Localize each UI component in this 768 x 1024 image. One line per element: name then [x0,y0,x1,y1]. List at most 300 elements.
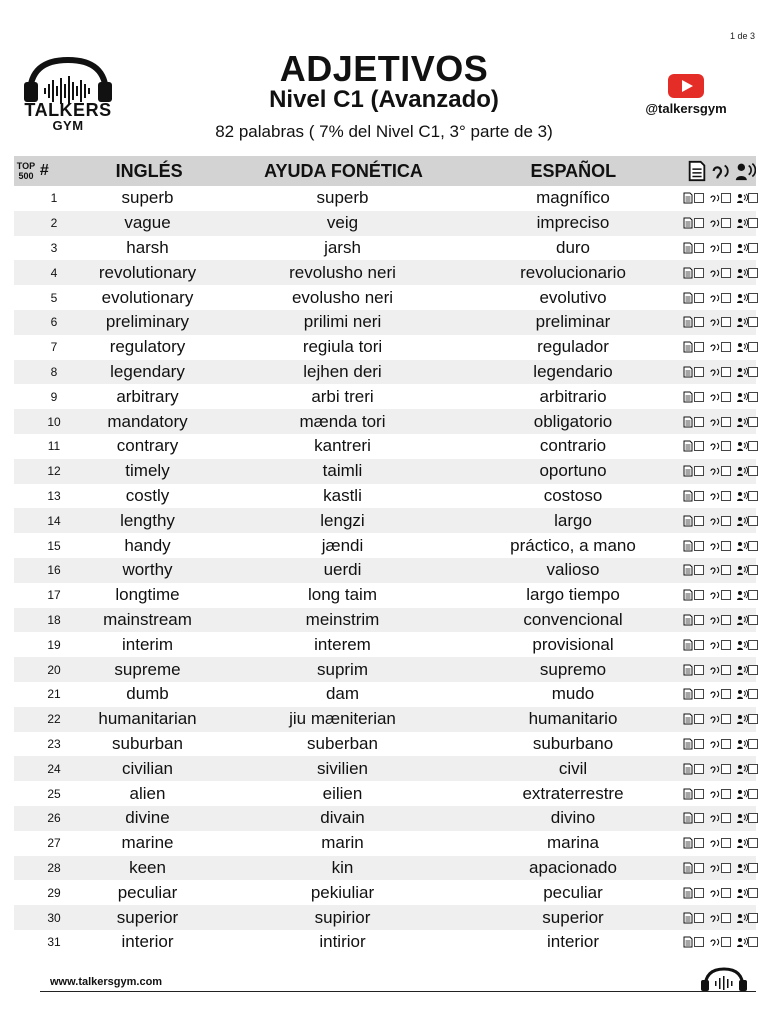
row-number: 10 [47,414,61,429]
row-number: 26 [47,811,61,826]
speaker-person-checkbox[interactable] [748,293,758,303]
footer-url[interactable]: www.talkersgym.com [50,976,163,988]
speaker-person-icon [736,887,748,899]
ear-checkbox[interactable] [721,863,731,873]
document-checkbox[interactable] [694,838,704,848]
document-icon [682,912,694,924]
english-word: supreme [114,659,181,679]
speaker-person-checkbox[interactable] [748,466,758,476]
spanish-word: provisional [532,634,614,654]
document-checkbox[interactable] [694,491,704,501]
table-row [14,806,756,831]
ear-checkbox[interactable] [721,516,731,526]
practice-checkboxes [686,564,756,576]
ear-checkbox[interactable] [721,937,731,947]
ear-practice [709,887,734,899]
table-row [14,781,756,806]
practice-checkboxes [686,366,756,378]
speaker-person-practice [736,440,761,452]
ear-practice [709,242,734,254]
speaker-person-icon [736,738,748,750]
practice-checkboxes [686,490,756,502]
practice-checkboxes [686,391,756,403]
speaker-person-checkbox[interactable] [748,937,758,947]
practice-checkboxes [686,341,756,353]
document-icon [686,160,708,182]
ear-checkbox[interactable] [721,466,731,476]
practice-checkboxes [686,738,756,750]
document-practice [682,614,707,626]
document-practice [682,515,707,527]
document-checkbox[interactable] [694,516,704,526]
phonetic-help: kin [331,857,354,877]
speaker-person-checkbox[interactable] [748,565,758,575]
document-practice [682,639,707,651]
ear-icon [709,713,721,725]
document-checkbox[interactable] [694,764,704,774]
english-word: mainstream [103,609,192,629]
document-checkbox[interactable] [694,342,704,352]
document-checkbox[interactable] [694,441,704,451]
spanish-word: magnífico [536,188,610,208]
practice-checkboxes [686,540,756,552]
ear-icon [709,490,721,502]
table-row [14,384,756,409]
speaker-person-practice [736,887,761,899]
speaker-person-checkbox[interactable] [748,392,758,402]
document-checkbox[interactable] [694,193,704,203]
ear-practice [709,614,734,626]
speaker-person-icon [736,366,748,378]
document-practice [682,887,707,899]
document-icon [682,614,694,626]
ear-checkbox[interactable] [721,913,731,923]
ear-checkbox[interactable] [721,888,731,898]
spanish-word: extraterrestre [522,783,624,803]
document-icon [682,292,694,304]
document-icon [682,788,694,800]
document-icon [682,589,694,601]
document-checkbox[interactable] [694,268,704,278]
practice-checkboxes [686,912,756,924]
phonetic-help: superb [316,188,369,208]
speaker-person-checkbox[interactable] [748,541,758,551]
document-checkbox[interactable] [694,789,704,799]
ear-checkbox[interactable] [721,764,731,774]
spanish-word: supremo [539,659,607,679]
word-summary: 82 palabras ( 7% del Nivel C1, 3° parte de 3) [215,122,553,141]
ear-practice [709,540,734,552]
spanish-word: revolucionario [520,262,626,282]
ear-checkbox[interactable] [721,317,731,327]
practice-checkboxes [686,316,756,328]
speaker-person-practice [736,713,761,725]
speaker-person-practice [736,564,761,576]
document-checkbox[interactable] [694,937,704,947]
ear-checkbox[interactable] [721,243,731,253]
speaker-person-practice [736,292,761,304]
practice-checkboxes [686,192,756,204]
practice-checkboxes [686,664,756,676]
document-checkbox[interactable] [694,218,704,228]
ear-practice [709,440,734,452]
phonetic-help: uerdi [323,560,362,580]
table-row [14,756,756,781]
speaker-person-checkbox[interactable] [748,838,758,848]
document-practice [682,416,707,428]
ear-practice [709,341,734,353]
speaker-person-checkbox[interactable] [748,813,758,823]
ear-practice [709,292,734,304]
document-practice [682,465,707,477]
english-word: revolutionary [98,262,197,282]
table-row [14,533,756,558]
document-checkbox[interactable] [694,392,704,402]
row-number: 14 [47,513,61,528]
table-row [14,409,756,434]
spanish-word: civil [558,758,588,778]
ear-checkbox[interactable] [721,838,731,848]
spanish-word: preliminar [535,312,611,332]
ear-checkbox[interactable] [721,392,731,402]
document-checkbox[interactable] [694,640,704,650]
document-practice [682,564,707,576]
speaker-person-checkbox[interactable] [748,665,758,675]
ear-checkbox[interactable] [721,417,731,427]
practice-icons-header [686,160,756,182]
speaker-person-practice [736,614,761,626]
ear-checkbox[interactable] [721,789,731,799]
phonetic-help: eilien [322,783,363,803]
spanish-word: arbitrario [539,386,607,406]
ear-checkbox[interactable] [721,218,731,228]
speaker-person-checkbox[interactable] [748,516,758,526]
ear-checkbox[interactable] [721,665,731,675]
speaker-person-checkbox[interactable] [748,640,758,650]
phonetic-help: jarsh [324,237,361,257]
practice-checkboxes [686,713,756,725]
row-number: 19 [47,637,61,652]
document-icon [682,664,694,676]
document-checkbox[interactable] [694,590,704,600]
document-checkbox[interactable] [694,689,704,699]
ear-practice [709,589,734,601]
spanish-word: obligatorio [533,411,613,431]
document-checkbox[interactable] [694,714,704,724]
spanish-word: divino [550,808,596,828]
spanish-word: apacionado [529,857,617,877]
spanish-header: ESPAÑOL [530,160,617,181]
document-practice [682,316,707,328]
document-checkbox[interactable] [694,813,704,823]
document-checkbox[interactable] [694,466,704,476]
row-number: 11 [47,439,61,454]
spanish-word: contrario [539,436,607,456]
youtube-badge[interactable] [639,74,733,116]
ear-icon [709,936,721,948]
practice-checkboxes [686,614,756,626]
english-word: timely [125,461,170,481]
phonetic-help: suprim [316,659,368,679]
ear-practice [709,267,734,279]
speaker-person-checkbox[interactable] [748,218,758,228]
phonetic-help: dam [325,684,360,704]
speaker-person-checkbox[interactable] [748,441,758,451]
ear-checkbox[interactable] [721,441,731,451]
ear-checkbox[interactable] [721,689,731,699]
ear-practice [709,192,734,204]
ear-icon [709,440,721,452]
english-word: peculiar [117,882,178,902]
row-number: 17 [47,588,61,603]
speaker-person-practice [736,416,761,428]
ear-icon [709,292,721,304]
ear-checkbox[interactable] [721,367,731,377]
speaker-person-checkbox[interactable] [748,417,758,427]
row-number: 25 [47,786,61,801]
speaker-person-checkbox[interactable] [748,615,758,625]
english-word: interior [121,932,174,952]
speaker-person-icon [736,490,748,502]
ear-checkbox[interactable] [721,565,731,575]
speaker-person-checkbox[interactable] [748,193,758,203]
speaker-person-practice [736,788,761,800]
document-checkbox[interactable] [694,565,704,575]
speaker-person-checkbox[interactable] [748,739,758,749]
practice-checkboxes [686,788,756,800]
ear-checkbox[interactable] [721,813,731,823]
english-word: humanitarian [98,709,197,729]
document-icon [682,391,694,403]
ear-icon [709,837,721,849]
ear-checkbox[interactable] [721,193,731,203]
spanish-word: valioso [546,560,600,580]
table-header [14,156,756,186]
ear-practice [709,391,734,403]
document-icon [682,862,694,874]
phonetic-help: prilimi neri [303,312,382,332]
number-header: # [39,162,49,179]
speaker-person-practice [736,763,761,775]
speaker-person-icon [736,763,748,775]
ear-practice [709,217,734,229]
speaker-person-checkbox[interactable] [748,590,758,600]
english-word: costly [125,485,170,505]
document-checkbox[interactable] [694,739,704,749]
practice-checkboxes [686,217,756,229]
speaker-person-checkbox[interactable] [748,367,758,377]
ear-checkbox[interactable] [721,293,731,303]
english-word: worthy [122,560,173,580]
practice-checkboxes [686,936,756,948]
spanish-word: oportuno [539,461,607,481]
speaker-person-practice [736,540,761,552]
speaker-person-practice [736,217,761,229]
speaker-person-icon [736,589,748,601]
practice-checkboxes [686,416,756,428]
speaker-person-practice [736,639,761,651]
table-row [14,260,756,285]
english-word: longtime [115,585,180,605]
table-row [14,707,756,732]
ear-practice [709,515,734,527]
document-checkbox[interactable] [694,888,704,898]
speaker-person-icon [736,217,748,229]
ear-icon [710,160,732,182]
document-checkbox[interactable] [694,317,704,327]
ear-checkbox[interactable] [721,615,731,625]
document-icon [682,936,694,948]
phonetic-help: kastli [323,485,362,505]
speaker-person-checkbox[interactable] [748,317,758,327]
document-checkbox[interactable] [694,367,704,377]
document-practice [682,763,707,775]
ear-icon [709,416,721,428]
speaker-person-checkbox[interactable] [748,789,758,799]
row-number: 18 [47,612,61,627]
document-practice [682,688,707,700]
document-checkbox[interactable] [694,863,704,873]
document-checkbox[interactable] [694,913,704,923]
speaker-person-icon [736,540,748,552]
speaker-person-icon [736,614,748,626]
speaker-person-icon [736,515,748,527]
document-icon [682,713,694,725]
ear-icon [709,192,721,204]
practice-checkboxes [686,688,756,700]
ear-icon [709,589,721,601]
document-checkbox[interactable] [694,665,704,675]
table-row [14,360,756,385]
speaker-person-icon [736,812,748,824]
row-number: 13 [47,488,61,503]
practice-checkboxes [686,887,756,899]
document-checkbox[interactable] [694,615,704,625]
english-word: keen [129,857,166,877]
document-practice [682,217,707,229]
phonetic-help: suberban [307,733,378,753]
table-row [14,484,756,509]
document-practice [682,936,707,948]
row-number: 30 [47,910,61,925]
footer-divider [40,991,756,992]
document-checkbox[interactable] [694,243,704,253]
document-practice [682,862,707,874]
practice-checkboxes [686,862,756,874]
ear-practice [709,837,734,849]
ear-checkbox[interactable] [721,342,731,352]
document-icon [682,192,694,204]
speaker-person-checkbox[interactable] [748,243,758,253]
phonetic-help: long taim [308,585,377,605]
table-row [14,831,756,856]
spanish-word: costoso [543,485,603,505]
phonetic-help: interem [314,634,371,654]
document-icon [682,564,694,576]
speaker-person-icon [736,465,748,477]
phonetic-help: lengzi [320,510,365,530]
english-header: INGLÉS [115,160,183,181]
speaker-person-icon [736,639,748,651]
phonetic-help: jiu mæniterian [289,709,396,729]
ear-icon [709,217,721,229]
ear-checkbox[interactable] [721,491,731,501]
ear-practice [709,639,734,651]
speaker-person-practice [736,366,761,378]
ear-icon [709,564,721,576]
vocabulary-table [14,156,756,955]
table-row [14,905,756,930]
table-row [14,310,756,335]
speaker-person-checkbox[interactable] [748,689,758,699]
speaker-person-checkbox[interactable] [748,913,758,923]
page-title: ADJETIVOS [279,48,489,89]
table-row [14,285,756,310]
speaker-person-checkbox[interactable] [748,491,758,501]
ear-practice [709,465,734,477]
document-checkbox[interactable] [694,293,704,303]
document-practice [682,738,707,750]
document-icon [682,267,694,279]
ear-checkbox[interactable] [721,268,731,278]
practice-checkboxes [686,763,756,775]
brand-line2: GYM [52,118,84,133]
speaker-person-practice [736,738,761,750]
spanish-word: superior [542,907,604,927]
speaker-person-icon [736,688,748,700]
document-checkbox[interactable] [694,541,704,551]
speaker-person-checkbox[interactable] [748,863,758,873]
document-icon [682,887,694,899]
spanish-word: peculiar [543,882,603,902]
table-row [14,880,756,905]
ear-checkbox[interactable] [721,590,731,600]
ear-icon [709,391,721,403]
ear-icon [709,614,721,626]
youtube-handle: @talkersgym [645,101,727,116]
document-icon [682,341,694,353]
document-practice [682,292,707,304]
table-row [14,657,756,682]
speaker-person-checkbox[interactable] [748,764,758,774]
ear-icon [709,763,721,775]
document-practice [682,713,707,725]
spanish-word: humanitario [528,709,618,729]
row-number: 5 [50,290,58,305]
speaker-person-icon [736,316,748,328]
document-practice [682,912,707,924]
ear-checkbox[interactable] [721,714,731,724]
document-icon [682,763,694,775]
document-icon [682,490,694,502]
table-row [14,682,756,707]
ear-checkbox[interactable] [721,739,731,749]
speaker-person-checkbox[interactable] [748,888,758,898]
ear-checkbox[interactable] [721,640,731,650]
ear-practice [709,812,734,824]
speaker-person-icon [736,936,748,948]
ear-icon [709,540,721,552]
speaker-person-checkbox[interactable] [748,714,758,724]
ear-icon [709,515,721,527]
practice-checkboxes [686,837,756,849]
speaker-person-checkbox[interactable] [748,268,758,278]
document-checkbox[interactable] [694,417,704,427]
speaker-person-checkbox[interactable] [748,342,758,352]
ear-checkbox[interactable] [721,541,731,551]
speaker-person-icon [736,564,748,576]
row-number: 12 [47,464,61,479]
